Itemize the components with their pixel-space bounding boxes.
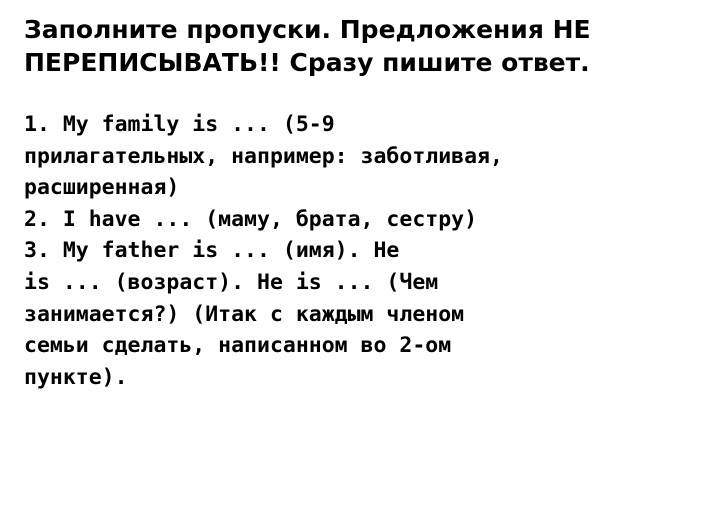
tasks-list: [24, 109, 696, 393]
task-line: пункте).: [24, 364, 128, 390]
instructions-paragraph: [24, 14, 696, 79]
task-line: 3. My father is ... (имя). He: [24, 238, 400, 264]
instructions-line: Заполните пропуски. Предложения НЕ: [24, 15, 591, 44]
task-line: прилагательных, например: заботливая,: [24, 143, 503, 169]
task-line: 1. My family is ... (5-9: [24, 112, 335, 137]
task-line: семьи сделать, написанном во 2-ом: [24, 333, 452, 359]
paragraph-spacer: [24, 79, 696, 109]
task-line: is ... (возраст). He is ... (Чем: [24, 269, 439, 295]
task-line: 2. I have ... (маму, брата, сестру): [24, 206, 478, 232]
instructions-line: ПЕРЕПИСЫВАТЬ!! Сразу пишите ответ.: [24, 47, 590, 77]
task-line: расширенная): [24, 175, 180, 201]
task-line: занимается?) (Итак с каждым членом: [24, 301, 465, 327]
